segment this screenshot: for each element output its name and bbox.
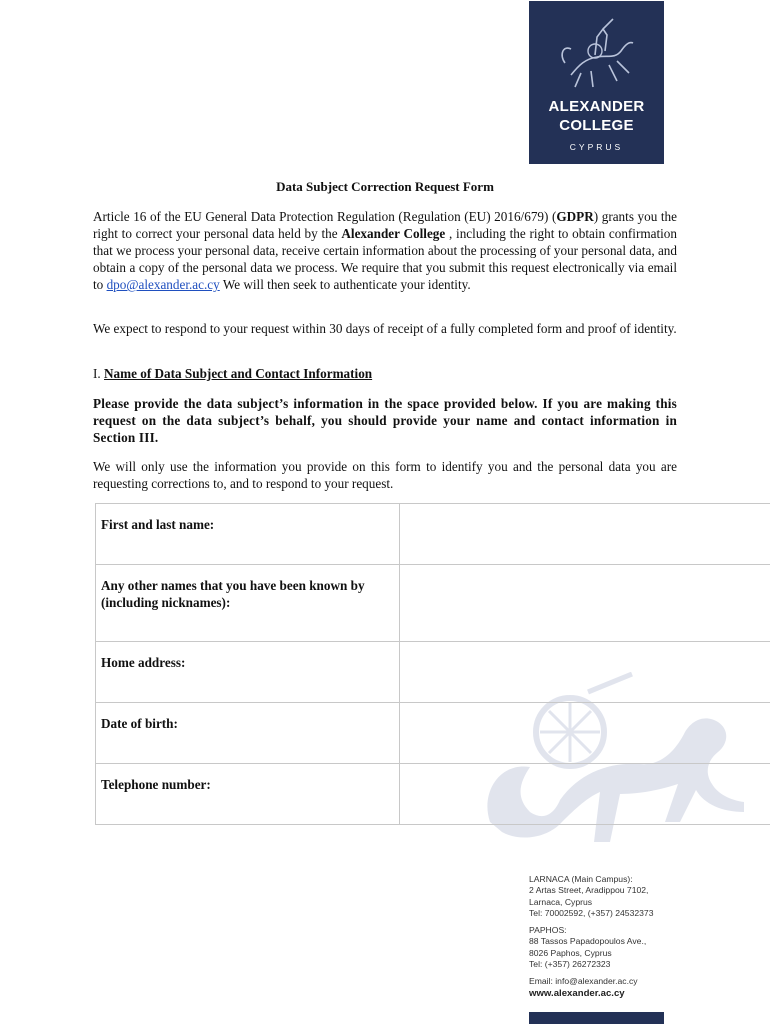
form-row-name bbox=[96, 504, 770, 565]
section-number: I. bbox=[93, 366, 104, 381]
paphos-city: 8026 Paphos, Cyprus bbox=[529, 947, 612, 958]
intro-text-d: We will then seek to authenticate your identity. bbox=[219, 277, 471, 292]
form-row-other-names bbox=[96, 565, 770, 642]
intro-paragraph bbox=[93, 208, 677, 293]
gdpr-term: GDPR bbox=[556, 209, 594, 224]
larnaca-tel: Tel: 70002592, (+357) 24532373 bbox=[529, 907, 654, 918]
form-row-dob bbox=[96, 703, 770, 764]
larnaca-heading: LARNACA bbox=[529, 874, 570, 884]
field-input-name[interactable] bbox=[400, 504, 770, 565]
college-name: Alexander College bbox=[341, 226, 446, 241]
field-label-name: First and last name: bbox=[96, 504, 400, 565]
larnaca-street: 2 Artas Street, Aradippou 7102, bbox=[529, 885, 649, 896]
logo-name-line1: ALEXANDER bbox=[548, 98, 645, 115]
website-link[interactable]: www.alexander.ac.cy bbox=[529, 987, 625, 999]
larnaca-address bbox=[529, 874, 759, 919]
paphos-street: 88 Tassos Papadopoulos Ave., bbox=[529, 936, 647, 947]
section-title: Name of Data Subject and Contact Information bbox=[104, 366, 373, 381]
intro-text-b: ) grants you the right to correct your personal data held by the bbox=[93, 209, 678, 241]
logo-country: CYPRUS bbox=[569, 142, 624, 152]
data-subject-form bbox=[95, 503, 770, 825]
field-label-telephone: Telephone number: bbox=[96, 764, 400, 825]
intro-text-c: , including the right to obtain confirmation that we process your personal data, receive certain information about the processing of your personal data, and obtain a copy of the personal data we process. We require that you submit this request electronically via email to bbox=[93, 226, 677, 292]
contact-block bbox=[529, 874, 759, 999]
page-title: Data Subject Correction Request Form bbox=[276, 179, 494, 194]
larnaca-heading-line bbox=[529, 874, 759, 885]
paphos-address bbox=[529, 925, 759, 970]
response-time-paragraph: We expect to respond to your request within 30 days of receipt of a fully completed form and proof of identity. bbox=[93, 321, 677, 336]
dpo-email-link[interactable]: dpo@alexander.ac.cy bbox=[106, 277, 220, 292]
field-input-other-names[interactable] bbox=[400, 565, 770, 642]
form-row-telephone bbox=[96, 764, 770, 825]
paphos-heading: PAPHOS: bbox=[529, 925, 567, 936]
field-label-other-names: Any other names that you have been known by (including nicknames): bbox=[96, 565, 400, 642]
section-heading bbox=[93, 366, 372, 382]
contact-email[interactable]: Email: info@alexander.ac.cy bbox=[529, 976, 638, 987]
larnaca-city: Larnaca, Cyprus bbox=[529, 896, 593, 907]
paphos-tel: Tel: (+357) 26272323 bbox=[529, 959, 611, 970]
field-input-dob[interactable] bbox=[400, 703, 770, 764]
field-label-dob: Date of birth: bbox=[96, 703, 400, 764]
knight-on-horse-icon bbox=[551, 15, 641, 91]
field-input-address[interactable] bbox=[400, 642, 770, 703]
usage-note: We will only use the information you provide on this form to identify you and the personal data you are requesting corrections to, and to respond to your request. bbox=[93, 459, 677, 491]
intro-text-a: Article 16 of the EU General Data Protection Regulation (Regulation (EU) 2016/679) ( bbox=[93, 209, 557, 224]
logo-name-line2: COLLEGE bbox=[559, 117, 634, 134]
footer-bar bbox=[529, 1012, 664, 1024]
college-logo bbox=[529, 1, 664, 164]
form-row-address bbox=[96, 642, 770, 703]
logo-wordmark bbox=[529, 97, 664, 135]
larnaca-note: (Main Campus): bbox=[569, 874, 633, 884]
field-label-address: Home address: bbox=[96, 642, 400, 703]
section-instructions: Please provide the data subject’s information in the space provided below. If you are making this request on the data subject’s behalf, you should provide your name and contact information in Section III. bbox=[93, 396, 677, 445]
field-input-telephone[interactable] bbox=[400, 764, 770, 825]
